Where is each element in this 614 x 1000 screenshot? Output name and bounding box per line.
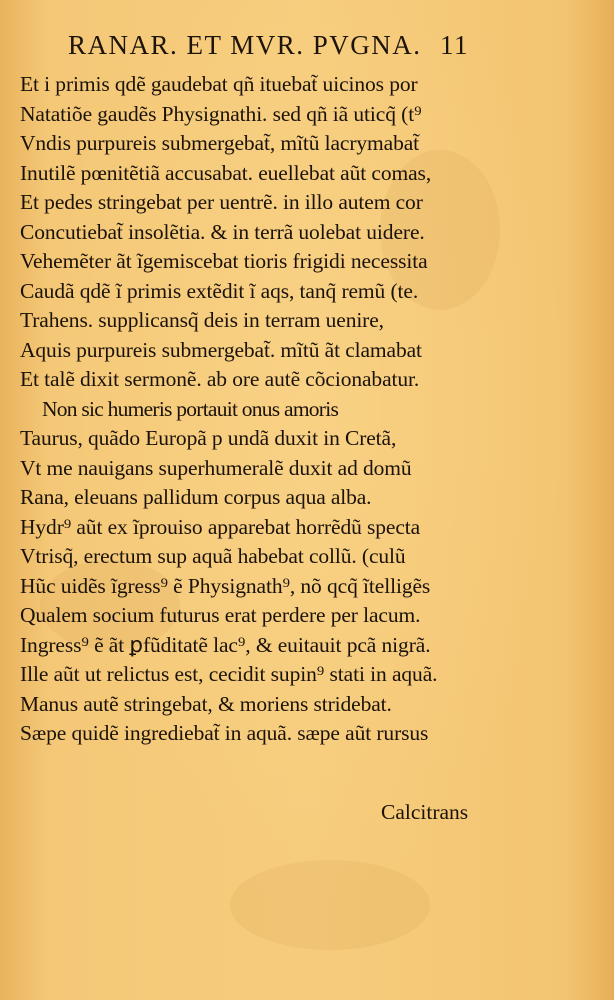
verse-line: Manus autẽ stringebat, & moriens stridebat.	[20, 691, 392, 716]
paper-stain	[230, 860, 430, 950]
verse-line: Non sic humeris portauit onus amoris	[42, 396, 339, 421]
catchword: Calcitrans	[381, 800, 469, 824]
verse-line: Natatiõe gaudẽs Physignathi. sed qñ iã uticq̃ (t⁹	[20, 101, 422, 126]
verse-line: Inutilẽ pœnitẽtiã accusabat. euellebat aũt comas,	[20, 160, 432, 185]
verse-line: Qualem socium futurus erat perdere per lacum.	[20, 603, 421, 627]
verse-line: Vt me nauigans superhumeralẽ duxit ad domũ	[20, 455, 412, 480]
running-head	[68, 30, 488, 61]
verse-line: Aquis purpureis submergebat̃. mĩtũ ãt clamabat	[20, 337, 422, 362]
verse-line: Taurus, quãdo Europã p undã duxit in Cretã,	[20, 426, 397, 450]
verse-line: Et talẽ dixit sermonẽ. ab ore autẽ cõcionabatur.	[20, 367, 420, 391]
verse-line: Ingress⁹ ẽ ãt ꝑfũditatẽ lac⁹, & euitauit pcã nigrã.	[20, 632, 431, 657]
verse-line: Et pedes stringebat per uentrẽ. in illo autem cor	[20, 190, 423, 214]
page-number: 11	[440, 30, 469, 60]
verse-block	[20, 70, 500, 749]
verse-line: Concutiebat̃ insolẽtia. & in terrã uolebat uidere.	[20, 219, 425, 244]
verse-line: Caudã qdẽ ĩ primis extẽdit ĩ aqs, tanq̃ remũ (te.	[20, 278, 419, 303]
verse-line: Hydr⁹ aũt ex ĩprouiso apparebat horrẽdũ specta	[20, 514, 421, 539]
verse-line: Ille aũt ut relictus est, cecidit supin⁹ stati in aquã.	[20, 662, 438, 686]
verse-line: Vndis purpureis submergebat̃, mĩtũ lacrymabat̃	[20, 131, 420, 155]
verse-line: Vehemẽter ãt ĩgemiscebat tioris frigidi necessita	[20, 249, 428, 273]
verse-line: Vtrisq̃, erectum sup aquã habebat collũ. (culũ	[20, 544, 406, 568]
verse-line: Trahens. supplicansq̃ deis in terram uenire,	[20, 308, 384, 332]
running-head-title: RANAR. ET MVR. PVGNA.	[68, 30, 422, 60]
verse-line: Hũc uidẽs ĩgress⁹ ẽ Physignath⁹, nõ qcq̃ ĩtelligẽs	[20, 573, 431, 598]
verse-line: Et i primis qdẽ gaudebat qñ ituebat̃ uicinos por	[20, 72, 418, 96]
verse-line: Sæpe quidẽ ingrediebat̃ in aquã. sæpe aũt rursus	[20, 721, 429, 745]
verse-line: Rana, eleuans pallidum corpus aqua alba.	[20, 485, 372, 509]
